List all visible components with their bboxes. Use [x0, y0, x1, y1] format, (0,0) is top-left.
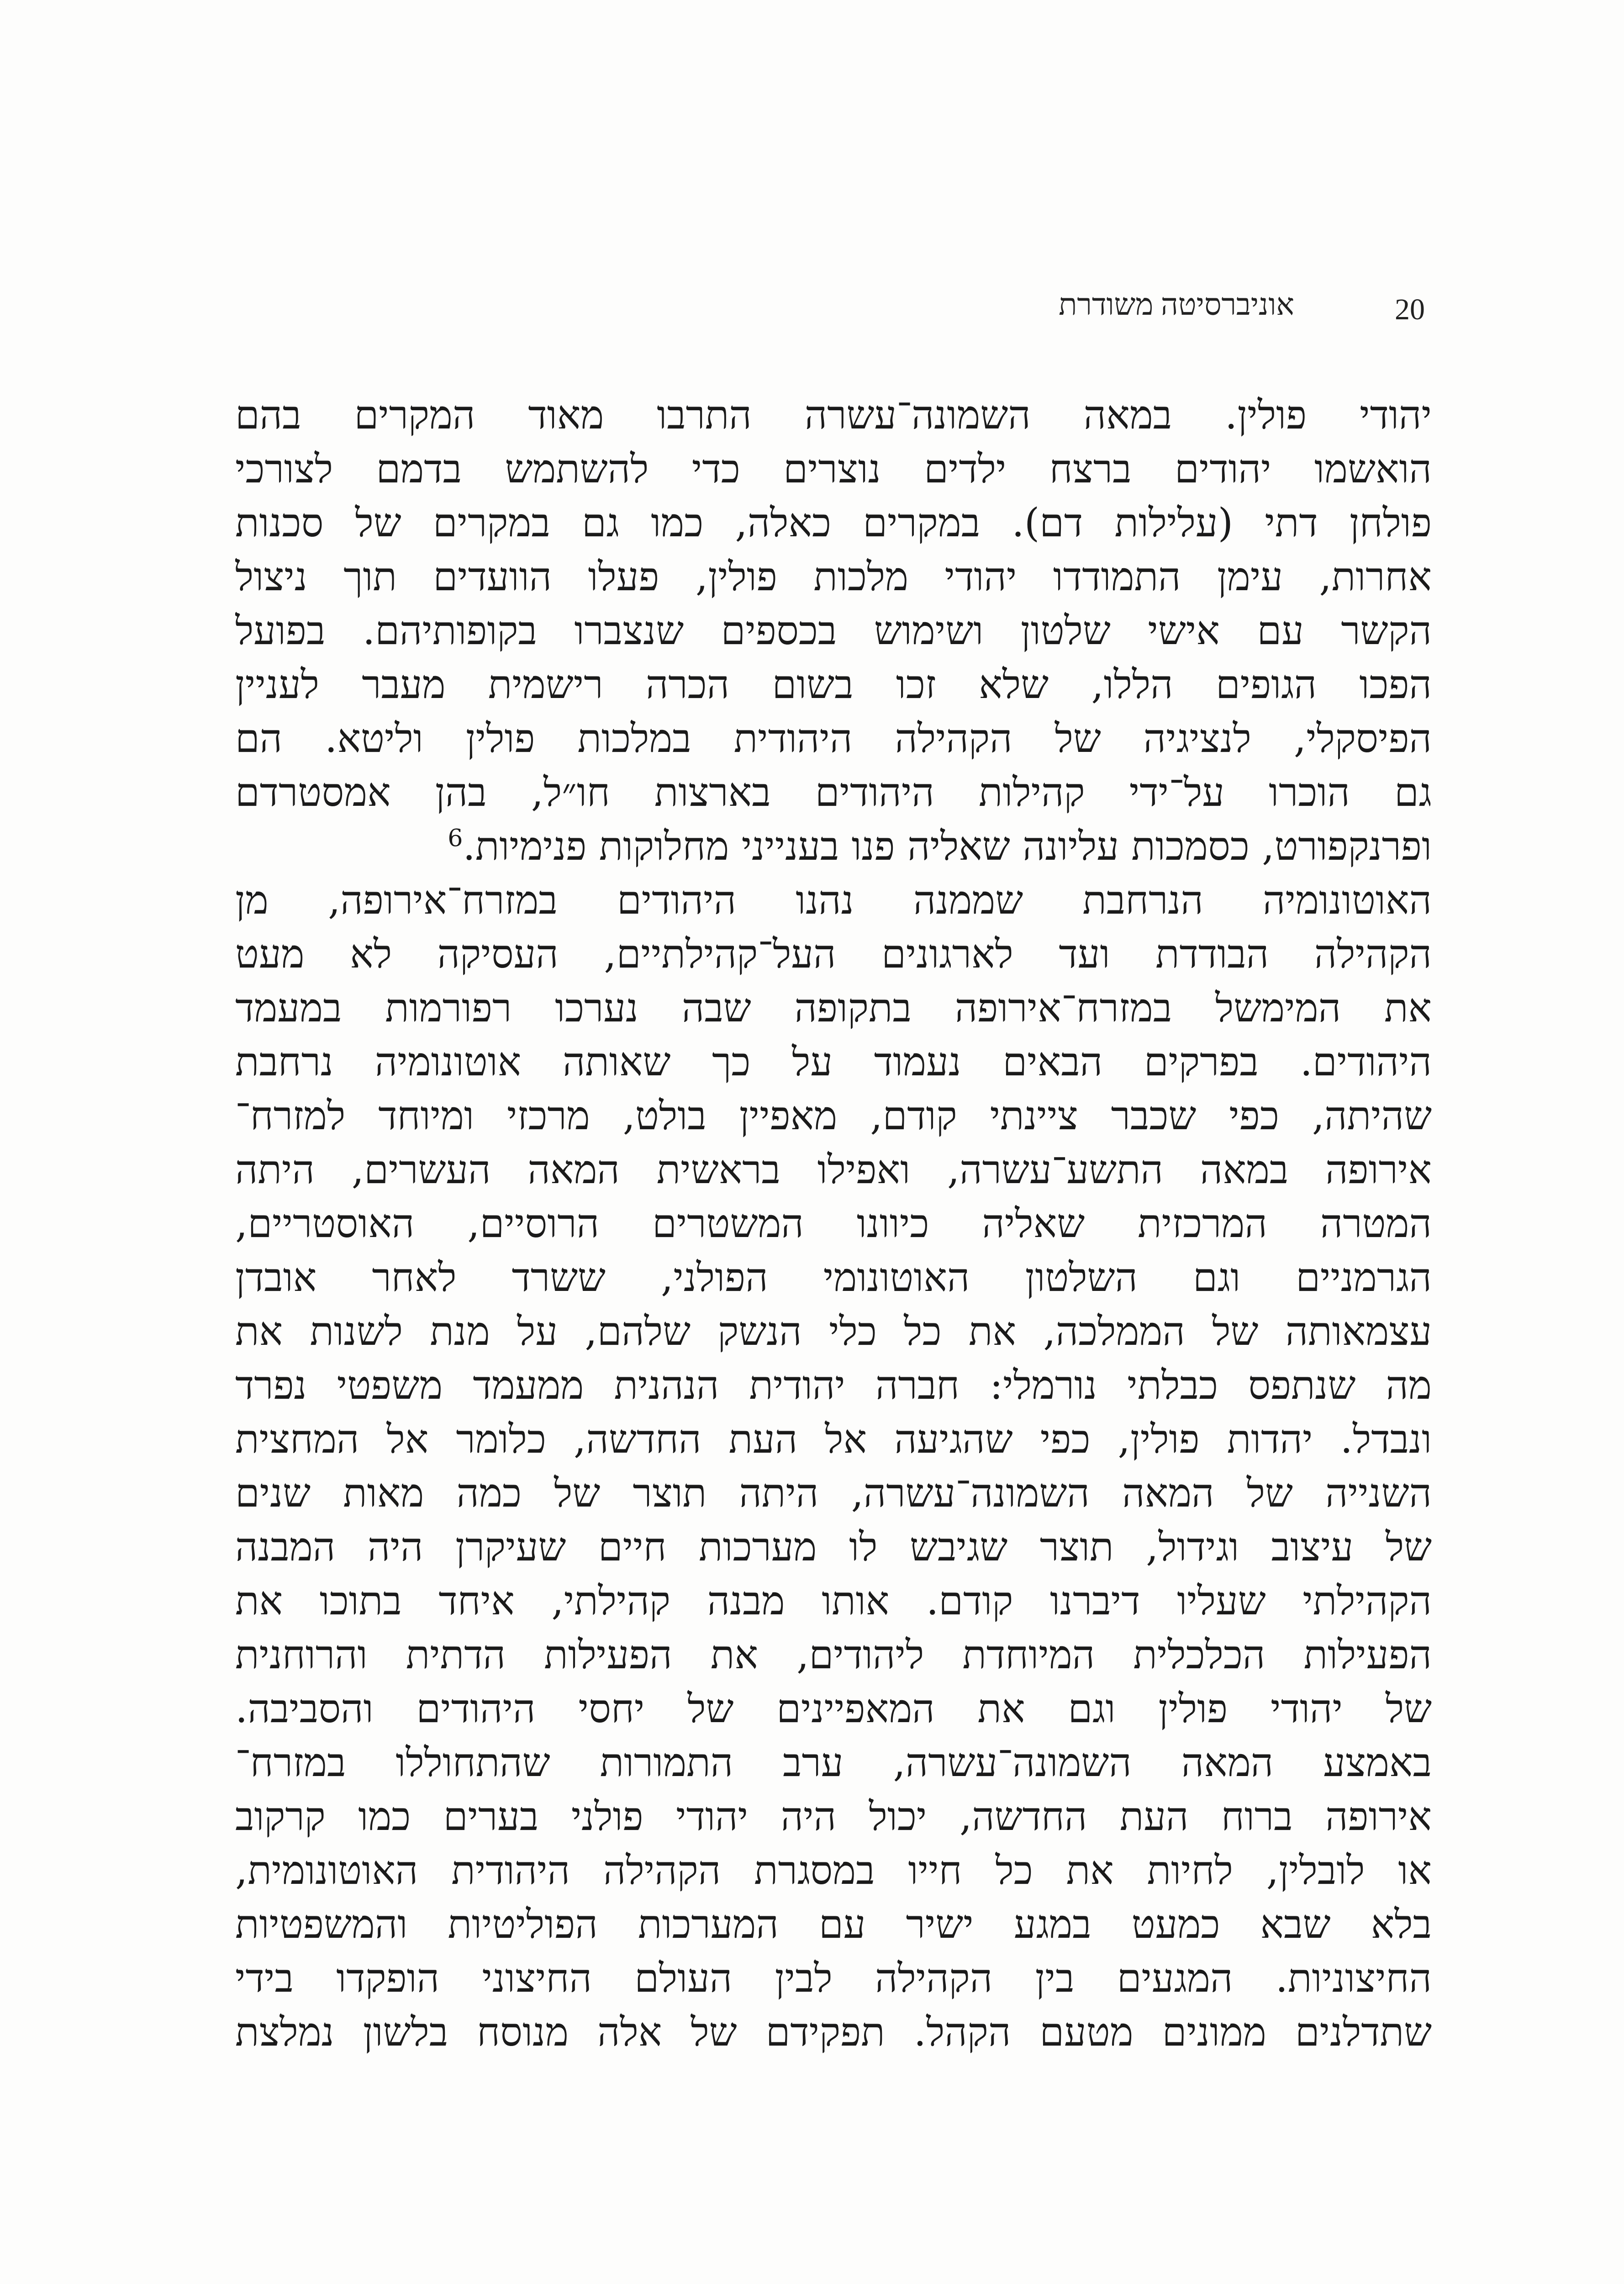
text-line: אירופה במאה התשע־עשרה, ואפילו בראשית המאה העשרים, היתה [235, 1147, 1432, 1193]
text-line: ונבדל. יהדות פולין, כפי שהגיעה אל העת החדשה, כלומר אל המחצית [235, 1417, 1432, 1462]
text-line: יהודי פולין. במאה השמונה־עשרה התרבו מאוד המקרים בהם [235, 392, 1432, 438]
body-text [235, 388, 1432, 2059]
text-line: ופרנקפורט, כסמכות עליונה שאליה פנו בענייני מחלוקות פנימיות. [463, 824, 1432, 869]
text-line: גם הוכרו על־ידי קהילות היהודים בארצות חו״ל, בהן אמסטרדם [235, 770, 1432, 815]
text-line: עצמאותה של הממלכה, את כל כלי הנשק שלהם, על מנת לשנות את [235, 1309, 1432, 1354]
page-number: 20 [1395, 293, 1425, 326]
text-line: הקהילתי שעליו דיברנו קודם. אותו מבנה קהילתי, איחד בתוכו את [235, 1578, 1432, 1624]
text-line: של יהודי פולין וגם את המאפיינים של יחסי היהודים והסביבה. [235, 1686, 1432, 1732]
text-line: מה שנתפס כבלתי נורמלי: חברה יהודית הנהנית ממעמד משפטי נפרד [235, 1363, 1432, 1408]
text-line: פולחן דתי (עלילות דם). במקרים כאלה, כמו גם במקרים של סכנות [235, 500, 1432, 546]
text-line: הגרמניים וגם השלטון האוטונומי הפולני, ששרד לאחר אובדן [235, 1255, 1432, 1301]
text-line: בלא שבא כמעט במגע ישיר עם המערכות הפוליטיות והמשפטיות [235, 1902, 1432, 1947]
footnote-reference[interactable]: 6 [448, 825, 463, 852]
text-line: באמצע המאה השמונה־עשרה, ערב התמורות שהתחוללו במזרח־ [235, 1740, 1432, 1786]
text-line: שהיתה, כפי שכבר ציינתי קודם, מאפיין בולט, מרכזי ומיוחד למזרח־ [235, 1093, 1432, 1139]
text-line: השנייה של המאה השמונה־עשרה, היתה תוצר של כמה מאות שנים [235, 1470, 1432, 1516]
text-line: של עיצוב וגידול, תוצר שגיבש לו מערכות חיים שעיקרן היה המבנה [235, 1524, 1432, 1570]
text-line: הואשמו יהודים ברצח ילדים נוצרים כדי להשתמש בדמם לצורכי [235, 446, 1432, 492]
text-line: הפכו הגופים הללו, שלא זכו בשום הכרה רישמית מעבר לעניין [235, 662, 1432, 708]
running-title: אוניברסיטה משודרת [1059, 288, 1294, 322]
text-line: הפיסקלי, לנציגיה של הקהילה היהודית במלכות פולין וליטא. הם [235, 716, 1432, 761]
text-line: החיצוניות. המגעים בין הקהילה לבין העולם החיצוני הופקדו בידי [235, 1956, 1432, 2001]
text-line: שתדלנים ממונים מטעם הקהל. תפקידם של אלה מנוסח בלשון נמלצת [235, 2009, 1432, 2055]
text-line: אירופה ברוח העת החדשה, יכול היה יהודי פולני בערים כמו קרקוב [235, 1794, 1432, 1840]
text-line: האוטונומיה הנרחבת שממנה נהנו היהודים במזרח־אירופה, מן [235, 878, 1432, 923]
text-line-with-footnote [235, 819, 1432, 873]
text-line: הפעילות הכלכלית המיוחדת ליהודים, את הפעילות הדתית והרוחנית [235, 1632, 1432, 1678]
text-line: היהודים. בפרקים הבאים נעמוד על כך שאותה אוטונומיה נרחבת [235, 1039, 1432, 1085]
text-line: המטרה המרכזית שאליה כיוונו המשטרים הרוסיים, האוסטריים, [235, 1201, 1432, 1247]
text-line: הקשר עם אישי שלטון ושימוש בכספים שנצברו בקופותיהם. בפועל [235, 608, 1432, 654]
text-line: את המימשל במזרח־אירופה בתקופה שבה נערכו רפורמות במעמד [235, 985, 1432, 1031]
text-line: הקהילה הבודדת ועד לארגונים העל־קהילתיים, העסיקה לא מעט [235, 931, 1432, 977]
text-line: או לובלין, לחיות את כל חייו במסגרת הקהילה היהודית האוטונומית, [235, 1848, 1432, 1893]
text-line: אחרות, עימן התמודדו יהודי מלכות פולין, פעלו הוועדים תוך ניצול [235, 554, 1432, 600]
